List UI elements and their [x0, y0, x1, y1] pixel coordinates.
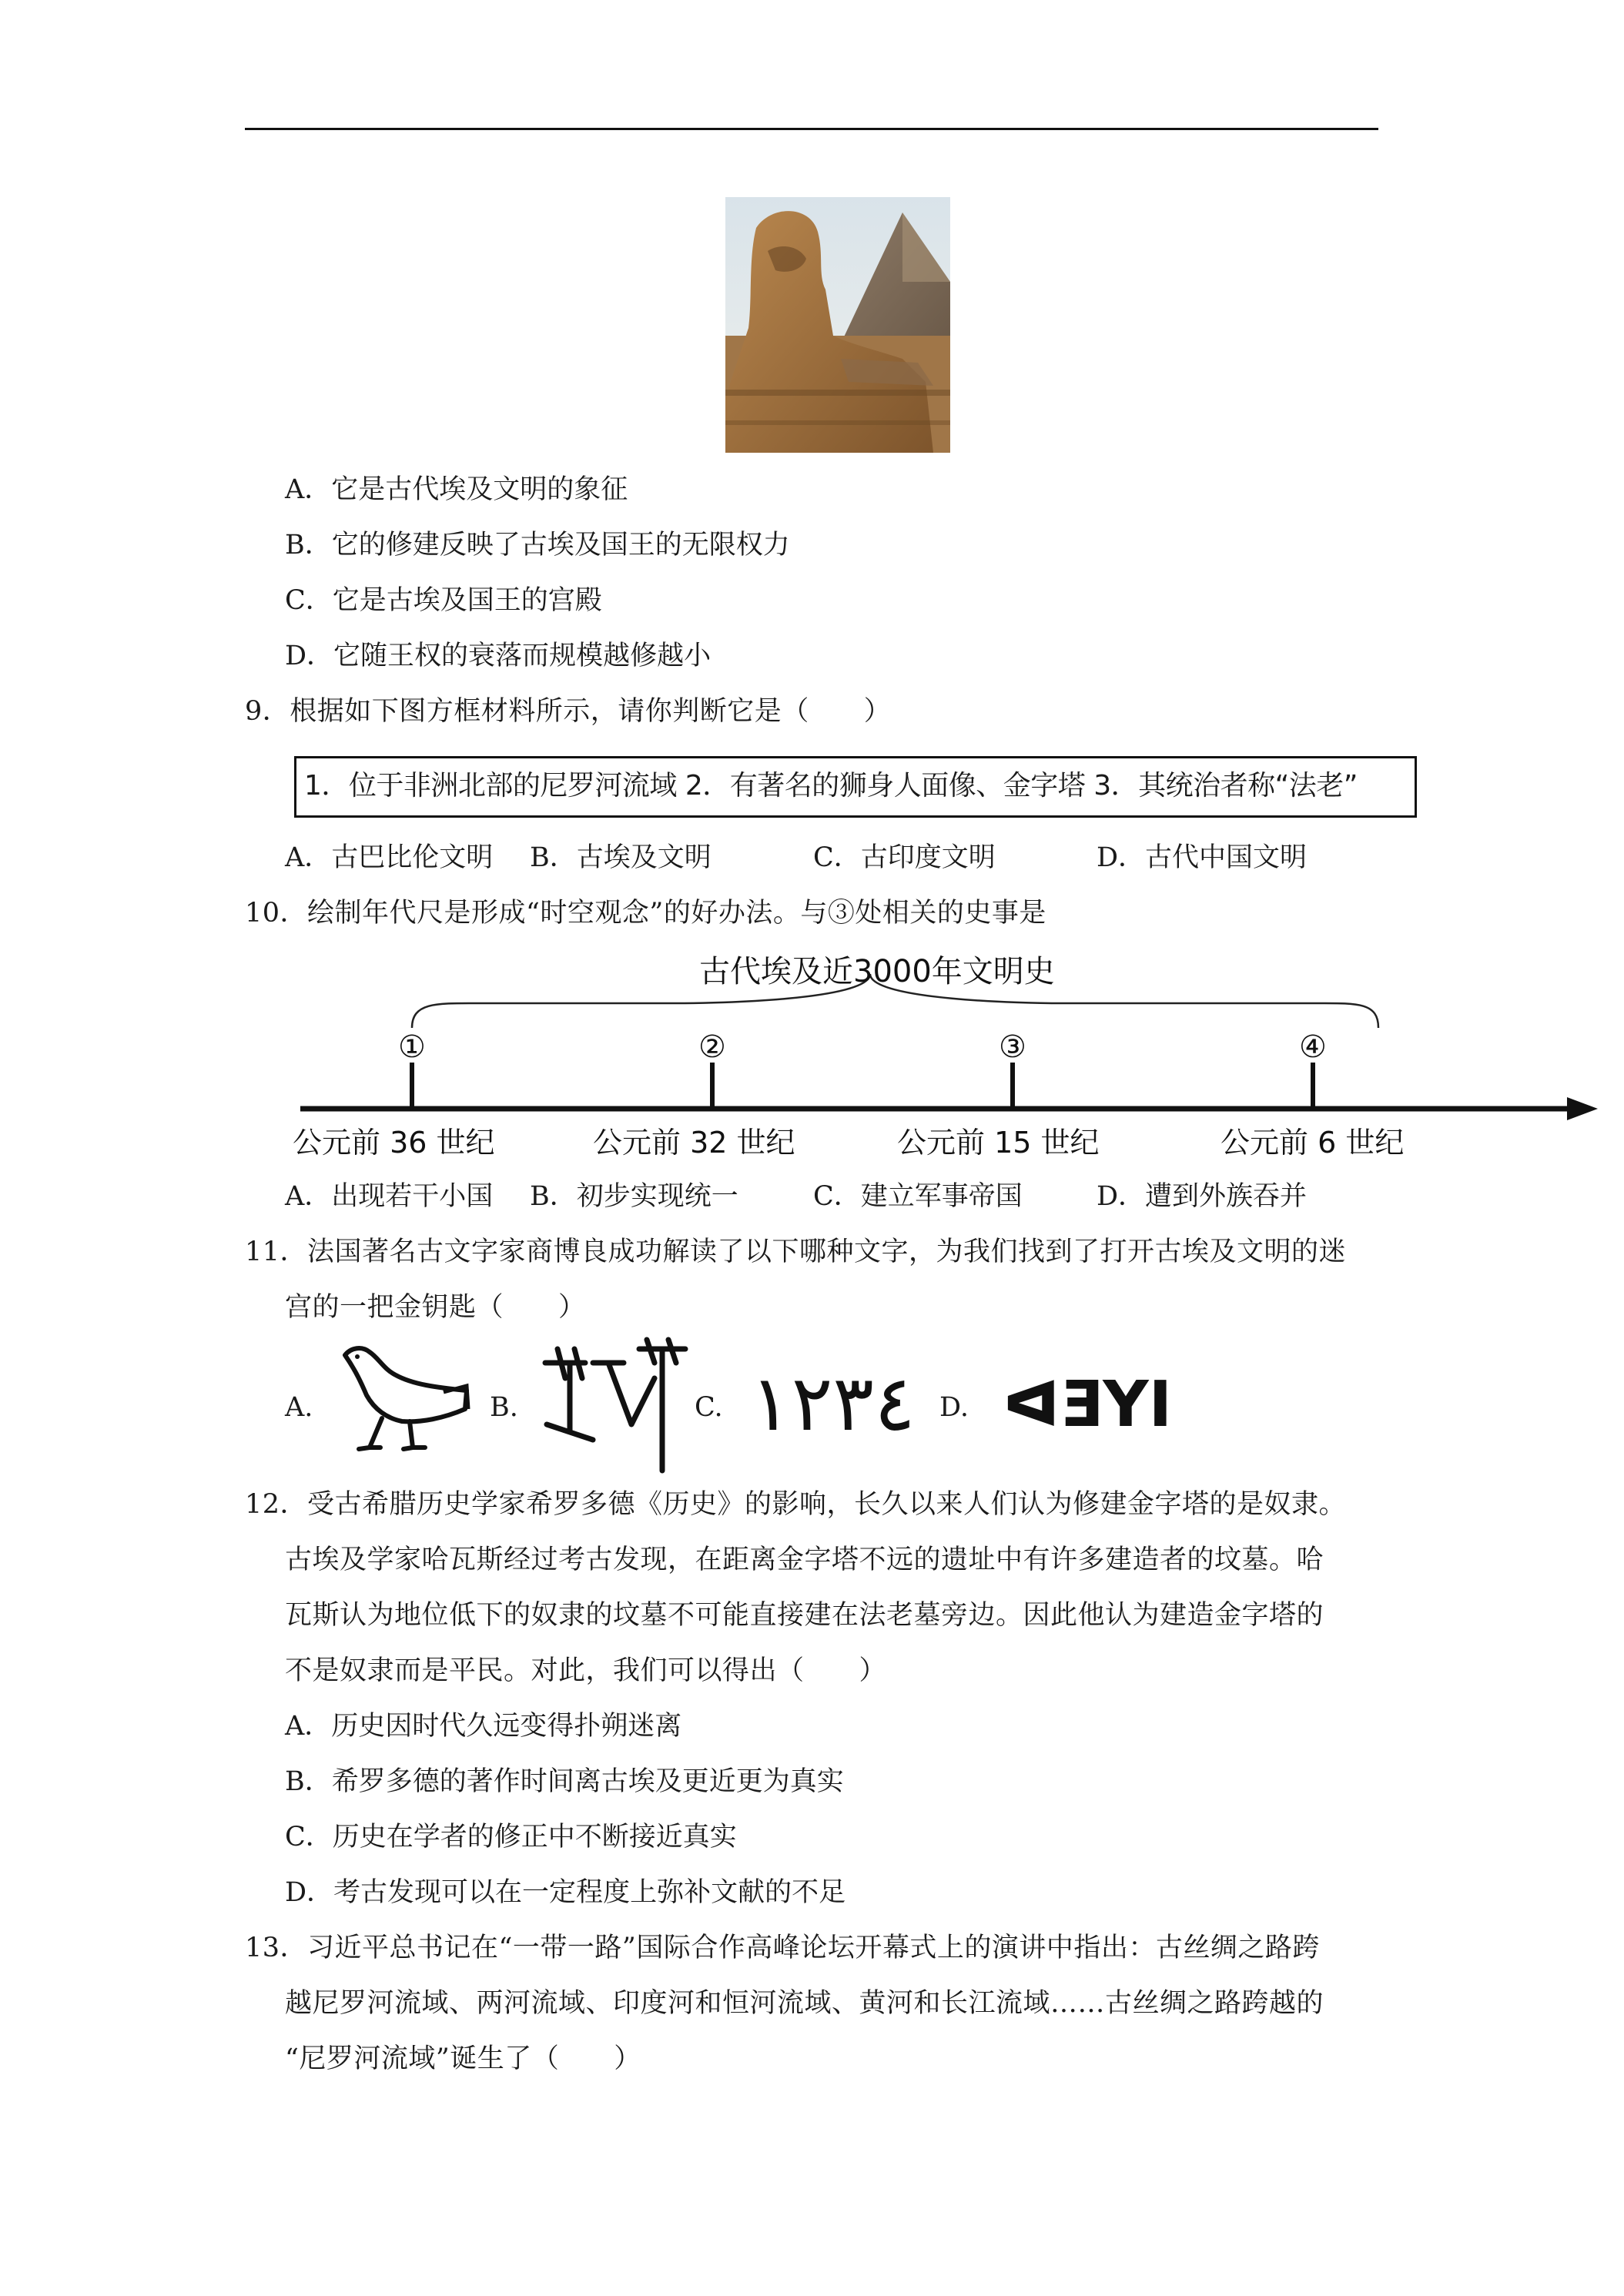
q12-stem-line2: 古埃及学家哈瓦斯经过考古发现，在距离金字塔不远的遗址中有许多建造者的坟墓。哈: [285, 1545, 1324, 1575]
phoenician-letters-text: ᐊƎYI: [1003, 1368, 1173, 1441]
hieroglyph-bird-icon: [336, 1332, 474, 1471]
q9-material-text: 1．位于非洲北部的尼罗河流域 2．有著名的狮身人面像、金字塔 3．其统治者称“法老”: [304, 770, 1358, 802]
q13-stem-line2: 越尼罗河流域、两河流域、印度河和恒河流域、黄河和长江流域……古丝绸之路跨越的: [285, 1988, 1324, 2019]
q11-stem-line1: 11．法国著名古文字家商博良成功解读了以下哪种文字，为我们找到了打开古埃及文明的迷: [245, 1237, 1347, 1267]
q13-stem-line1: 13．习近平总书记在“一带一路”国际合作高峰论坛开幕式上的演讲中指出：古丝绸之路跨: [245, 1933, 1320, 1963]
q12-stem-line1: 12．受古希腊历史学家希罗多德《历史》的影响，长久以来人们认为修建金字塔的是奴隶。: [245, 1489, 1347, 1520]
sphinx-pyramid-photo: [725, 197, 950, 453]
q12-option-b: B．希罗多德的著作时间离古埃及更近更为真实: [285, 1766, 844, 1797]
timeline-title: 古代埃及近3000年文明史: [699, 954, 1055, 989]
timeline-marker-1: ①: [398, 1029, 426, 1065]
q11-label-c: C.: [695, 1392, 723, 1423]
timeline-date-2: 公元前 32 世纪: [593, 1126, 795, 1160]
q13-stem-line3: “尼罗河流域”诞生了（ ）: [285, 2043, 641, 2074]
q9-material-box: [294, 756, 1417, 818]
header-rule: [245, 128, 1378, 130]
q12-stem-line4: 不是奴隶而是平民。对此，我们可以得出（ ）: [285, 1655, 887, 1686]
timeline-marker-4: ④: [1299, 1029, 1327, 1065]
q9-option-c: C．古印度文明: [813, 842, 996, 873]
timeline-arrow-icon: [1567, 1097, 1598, 1120]
q12-stem-line3: 瓦斯认为地位低下的奴隶的坟墓不可能直接建在法老墓旁边。因此他认为建造金字塔的: [285, 1600, 1324, 1631]
q10-timeline: [285, 943, 1609, 1174]
q10-stem: 10．绘制年代尺是形成“时空观念”的好办法。与③处相关的史事是: [245, 898, 1046, 929]
q8-option-b: B．它的修建反映了古埃及国王的无限权力: [285, 530, 790, 561]
arabic-numerals-text: ١٢٣٤: [750, 1358, 916, 1448]
q9-option-d: D．古代中国文明: [1097, 842, 1308, 873]
q8-option-c: C．它是古埃及国王的宫殿: [285, 585, 602, 616]
q11-label-d: D.: [939, 1392, 969, 1423]
q9-option-b: B．古埃及文明: [530, 842, 712, 873]
q9-stem: 9．根据如下图方框材料所示，请你判断它是（ ）: [245, 696, 892, 727]
q8-option-d: D．它随王权的衰落而规模越修越小: [285, 641, 712, 671]
q11-script-d: [998, 1363, 1198, 1501]
q12-option-a: A．历史因时代久远变得扑朔迷离: [285, 1711, 682, 1742]
q10-option-d: D．遭到外族吞并: [1097, 1181, 1308, 1212]
q11-label-a: A.: [285, 1392, 313, 1423]
q12-option-c: C．历史在学者的修正中不断接近真实: [285, 1822, 737, 1853]
timeline-marker-2: ②: [698, 1029, 726, 1065]
q12-option-d: D．考古发现可以在一定程度上弥补文献的不足: [285, 1877, 846, 1908]
timeline-date-1: 公元前 36 世纪: [293, 1126, 495, 1160]
timeline-marker-3: ③: [999, 1029, 1026, 1065]
q10-option-a: A．出现若干小国: [285, 1181, 494, 1212]
q10-option-b: B．初步实现统一: [530, 1181, 738, 1212]
q9-option-a: A．古巴比伦文明: [285, 842, 494, 873]
timeline-date-3: 公元前 15 世纪: [897, 1126, 1100, 1160]
cuneiform-glyph-icon: [539, 1332, 693, 1471]
q11-label-b: B.: [490, 1392, 518, 1423]
timeline-date-4: 公元前 6 世纪: [1221, 1126, 1405, 1160]
q8-option-a: A．它是古代埃及文明的象征: [285, 474, 628, 505]
q10-option-c: C．建立军事帝国: [813, 1181, 1023, 1212]
q11-stem-line2: 宫的一把金钥匙（ ）: [285, 1292, 586, 1323]
q11-script-c: [744, 1357, 929, 1495]
